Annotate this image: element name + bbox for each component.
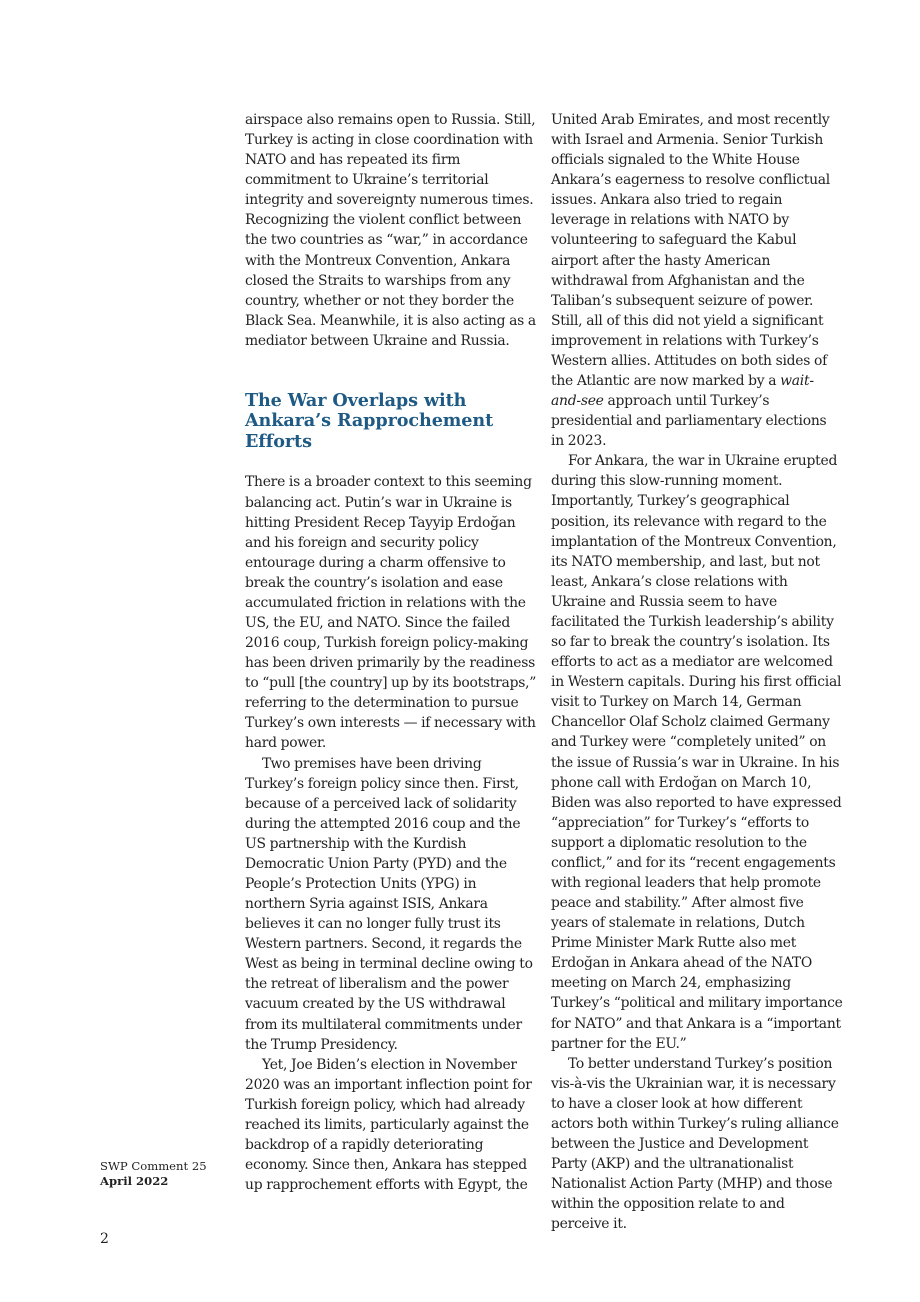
series-label: SWP Comment 25	[100, 1159, 207, 1173]
paragraph-airspace: airspace also remains open to Russia. Still, Turkey is acting in close coordination with NATO and has repeated its firm commitment to Ukraine’s territorial integrity and sovereignty numerous times. Recognizing the violent conflict between the two countries as “war,” in accordance with the Montreux Convention, Ankara closed the Straits to warships from any country, whether or not they border the Black Sea. Meanwhile, it is also acting as a mediator between Ukraine and Russia.	[245, 112, 536, 349]
section-heading: The War Overlaps with Ankara’s Rapprochement Efforts	[245, 389, 494, 452]
page-number: 2	[100, 1231, 109, 1247]
footer-publication-info	[100, 1159, 207, 1189]
paragraph-rapprochement	[551, 110, 843, 451]
italic-term: wait-and-see	[551, 373, 814, 410]
paragraph-broader-context: There is a broader context to this seeming balancing act. Putin’s war in Ukraine is hitting President Recep Tayyip Erdoğan and his foreign and security policy entourage during a charm offensive to break the country’s isolation and ease accumulated friction in relations with the US, the EU, and NATO. Since the failed 2016 coup, Turkish foreign policy-making has been driven primarily by the readiness to “pull [the country] up by its bootstraps,” referring to the determination to pursue Turkey’s own interests — if necessary with hard power.	[245, 474, 537, 752]
paragraph-war-erupted: For Ankara, the war in Ukraine erupted during this slow-running moment. Importantly, Turkey’s geographical position, its relevance with regard to the implantation of the Montreux Convention, its NATO membership, and last, but not least, Ankara’s close relations with Ukraine and Russia seem to have facilitated the Turkish leadership’s ability so far to break the country’s isolation. Its efforts to act as a mediator are welcomed in Western capitals. During his first official visit to Turkey on March 14, German Chancellor Olaf Scholz claimed Germany and Turkey were “completely united” on the issue of Russia’s war in Ukraine. In his phone call with Erdoğan on March 10, Biden was also reported to have expressed “appreciation” for Turkey’s “efforts to support a diplomatic resolution to the conflict,” and for its “recent engagements with regional leaders that help promote peace and stability.” After almost five years of stalemate in relations, Dutch Prime Minister Mark Rutte also met Erdoğan in Ankara ahead of the NATO meeting on March 24, emphasizing Turkey’s “political and military importance for NATO” and that Ankara is a “important partner for the EU.”	[551, 453, 843, 1052]
paragraph-two-premises: Two premises have been driving Turkey’s foreign policy since then. First, because of a perceived lack of solidarity during the attempted 2016 coup and the US partnership with the Kurdish Democratic Union Party (PYD) and the People’s Protection Units (YPG) in northern Syria against ISIS, Ankara believes it can no longer fully trust its Western partners. Second, it regards the West as being in terminal decline owing to the retreat of liberalism and the power vacuum created by the US withdrawal from its multilateral commitments under the Trump Presidency.	[245, 755, 533, 1053]
text-run: United Arab Emirates, and most recently with Israel and Armenia. Senior Turkish officials signaled to the White House Ankara’s eagerness to resolve conflictual issues. Ankara also tried to regain leverage in relations with NATO by volunteering to safeguard the Kabul airport after the hasty American withdrawal from Afghanistan and the Taliban’s subsequent seizure of power. Still, all of this did not yield a significant improvement in relations with Turkey’s Western allies. Attitudes on both sides of the Atlantic are now marked by a	[551, 112, 830, 390]
publication-date: April 2022	[100, 1174, 169, 1188]
text-run: approach until Turkey’s presidential and parliamentary elections in 2023.	[551, 393, 827, 450]
paragraph-better-understand: To better understand Turkey’s position vis-à-vis the Ukrainian war, it is necessary to have a closer look at how different actors both within Turkey’s ruling alliance between the Justice and Development Party (AKP) and the ultranationalist Nationalist Action Party (MHP) and those within the opposition relate to and perceive it.	[551, 1055, 839, 1233]
paragraph-biden-election: Yet, Joe Biden’s election in November 2020 was an important inflection point for Turkish foreign policy, which had already reached its limits, particularly against the backdrop of a rapidly deteriorating economy. Since then, Ankara has stepped up rapprochement efforts with Egypt, the	[245, 1056, 532, 1194]
left-column	[245, 110, 537, 1195]
right-column	[551, 110, 843, 1234]
